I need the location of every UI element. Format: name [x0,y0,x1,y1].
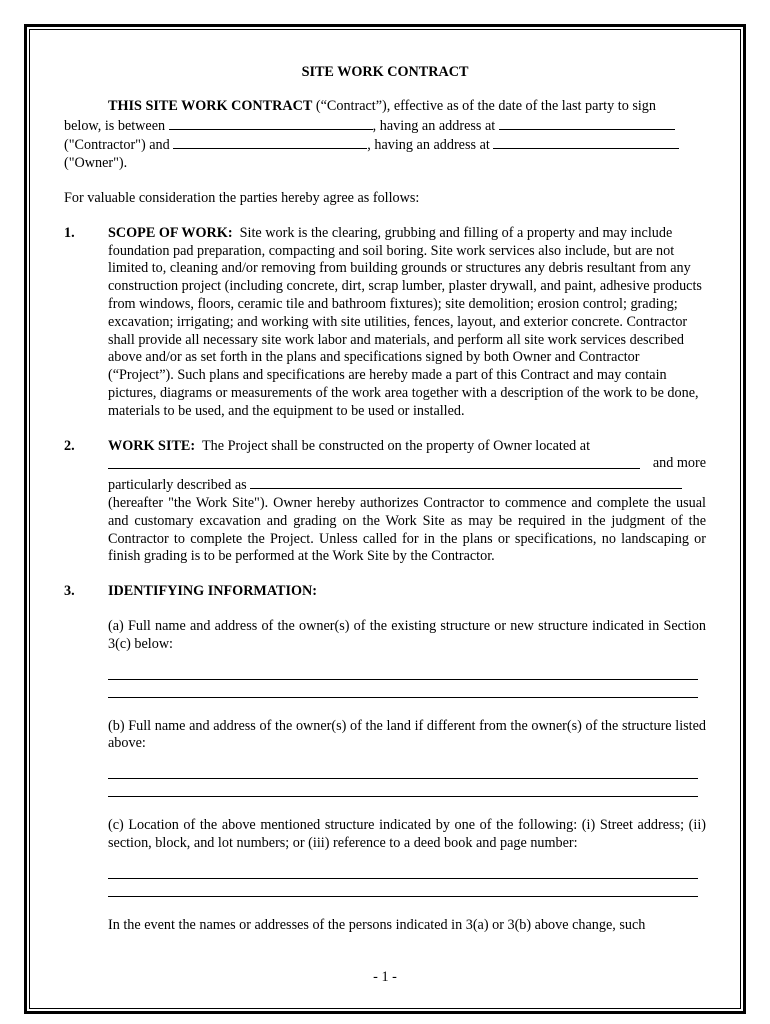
intro-contractor-and: ("Contractor") and [64,137,174,154]
document-page [64,64,706,935]
section-identifying-information [64,583,706,934]
section-scope-of-work [64,225,706,421]
work-site-description-blank[interactable] [250,475,682,489]
fill-line[interactable] [108,783,698,797]
fill-line[interactable] [108,765,698,779]
section-3-closing-text: In the event the names or addresses of the persons indicated in 3(a) or 3(b) above change, such [108,916,646,933]
intro-between: below, is between [64,117,169,134]
work-site-location-blank[interactable] [108,455,640,469]
and-more-text: and more [652,455,706,472]
intro-bold-lead: THIS SITE WORK CONTRACT [108,97,313,114]
section-number: 3. [64,583,75,600]
intro-line1: (“Contract”), effective as of the date of the last party to sign [312,97,656,114]
owner-name-blank[interactable] [173,135,367,149]
section-heading: SCOPE OF WORK: [108,224,233,241]
fill-line[interactable] [108,883,698,897]
owner-address-blank[interactable] [493,135,679,149]
page-number: - 1 - [373,969,397,985]
section-number: 2. [64,437,75,454]
fill-line[interactable] [108,684,698,698]
consideration-text: For valuable consideration the parties hereby agree as follows: [64,189,420,206]
subsection-b-lines [108,765,706,797]
section-number: 1. [64,224,75,241]
fill-line[interactable] [108,865,698,879]
described-as-label: particularly described as [108,477,251,494]
subsection-b-text: (b) Full name and address of the owner(s) of the land if different from the owner(s) of the structure listed above: [108,717,706,752]
work-site-body: (hereafter "the Work Site"). Owner hereby authorizes Contractor to commence and complete the usual and customary excavation and grading on the Work Site as may be required in the judgment of the Contractor to complete the Project. Unless called for in the plans or specifications, no landscaping or finish grading is to be performed at the Work Site by the Contractor. [108,494,706,565]
document-title: SITE WORK CONTRACT [301,64,469,80]
subsection-a-text: (a) Full name and address of the owner(s) of the existing structure or new structure indicated in Section 3(c) below: [108,617,706,652]
contractor-address-blank[interactable] [499,116,675,130]
intro-owner: ("Owner"). [64,155,128,172]
subsection-c-text: (c) Location of the above mentioned structure indicated by one of the following: (i) Street address; (ii) section, block, and lot numbers; or (iii) reference to a deed book and page number: [108,817,706,851]
work-site-line1: The Project shall be constructed on the property of Owner located at [201,437,591,454]
intro-address-label-1: , having an address at [372,117,499,134]
subsection-c-lines [108,865,706,897]
section-heading: WORK SITE: [108,437,196,454]
fill-line[interactable] [108,666,698,680]
intro-address-label-2: , having an address at [367,137,494,154]
section-work-site [64,438,706,567]
intro-paragraph [64,98,706,173]
section-body: Site work is the clearing, grubbing and filling of a property and may include foundation pad preparation, compacting and soil boring. Site work services also include, but are not limited to, cleaning and/or removing from building grounds or structures any debris resultant from any construction project (including concrete, dirt, scrap lumber, plaster drywall, and paint, adhesive products from windows, floors, ceramic tile and bathroom fixtures); site demolition; erosion control; grading; excavation; irrigating; and working with site utilities, fences, layout, and exterior concrete. Contractor shall provide all necessary site work labor and materials, and perform all site work services described above and/or as set forth in the plans and specifications signed by both Owner and Contractor (“Project”). Such plans and specifications are hereby made a part of this Contract and may contain pictures, diagrams or measurements of the work area together with a description of the work to be done, materials to be used, and the equipment to be used or installed. [108,224,702,419]
contractor-name-blank[interactable] [169,116,373,130]
section-heading: IDENTIFYING INFORMATION: [108,583,318,600]
subsection-a-lines [108,666,706,698]
